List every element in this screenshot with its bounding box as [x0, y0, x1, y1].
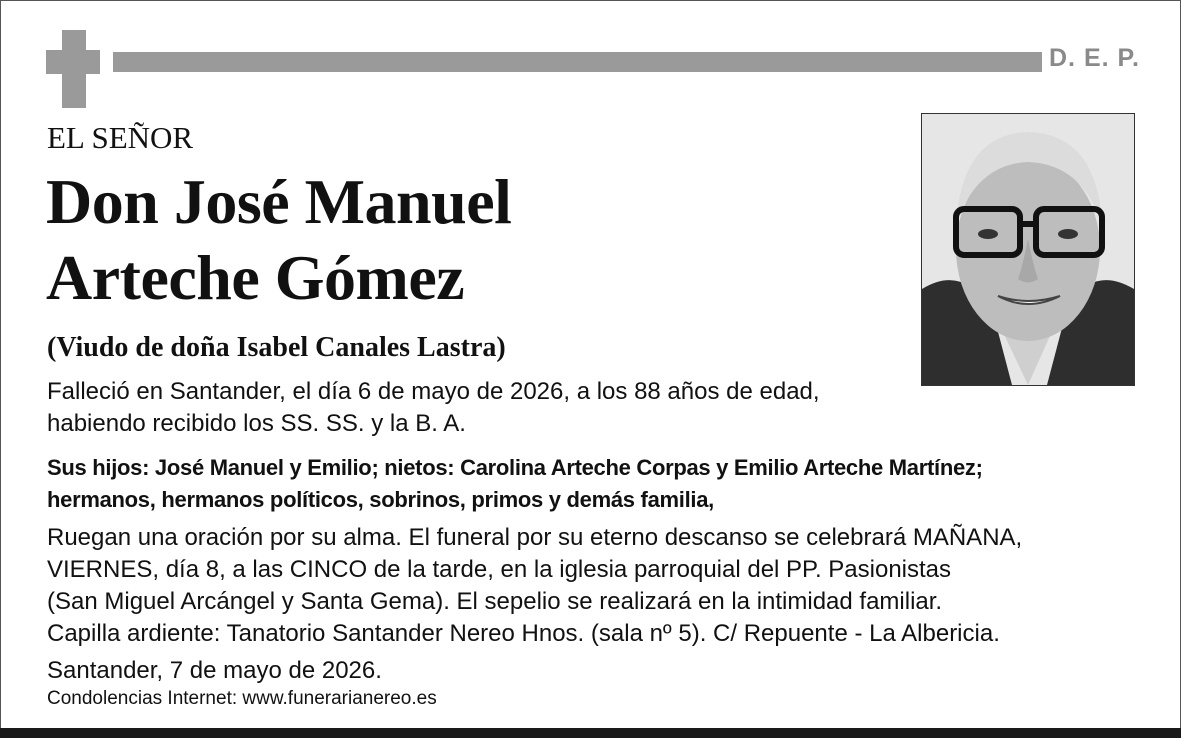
dep-label: D. E. P. — [1049, 44, 1140, 72]
name-line-2: Arteche Gómez — [46, 242, 465, 313]
widow-of: (Viudo de doña Isabel Canales Lastra) — [47, 332, 506, 363]
place-date: Santander, 7 de mayo de 2026. — [47, 657, 382, 684]
prayer-line-4: Capilla ardiente: Tanatorio Santander Nereo Hnos. (sala nº 5). C/ Repuente - La Albericia. — [47, 620, 1000, 647]
portrait-illustration — [922, 114, 1134, 385]
title-prefix: EL SEÑOR — [47, 120, 194, 155]
prayer-line-2: VIERNES, día 8, a las CINCO de la tarde, en la iglesia parroquial del PP. Pasionistas — [47, 556, 952, 583]
name-line-1: Don José Manuel — [46, 166, 512, 237]
family-line-2: hermanos, hermanos políticos, sobrinos, primos y demás familia, — [47, 487, 714, 512]
death-line-1: Falleció en Santander, el día 6 de mayo de 2026, a los 88 años de edad, — [47, 378, 820, 405]
death-line-2: habiendo recibido los SS. SS. y la B. A. — [47, 410, 466, 437]
family-list — [47, 452, 983, 516]
condolences-link: Condolencias Internet: www.funerarianereo.es — [47, 688, 437, 709]
portrait-photo — [921, 113, 1135, 386]
deceased-name — [46, 164, 511, 316]
funeral-details — [47, 522, 1022, 650]
family-line-1: Sus hijos: José Manuel y Emilio; nietos: Carolina Arteche Corpas y Emilio Arteche Martínez; — [47, 455, 983, 480]
prayer-line-1: Ruegan una oración por su alma. El funeral por su eterno descanso se celebrará MAÑANA, — [47, 524, 1023, 551]
death-details — [47, 376, 820, 440]
cross-icon-bar — [46, 50, 100, 74]
header-rule — [113, 52, 1042, 72]
bottom-border — [0, 728, 1181, 738]
prayer-line-3: (San Miguel Arcángel y Santa Gema). El sepelio se realizará en la intimidad familiar. — [47, 588, 943, 615]
